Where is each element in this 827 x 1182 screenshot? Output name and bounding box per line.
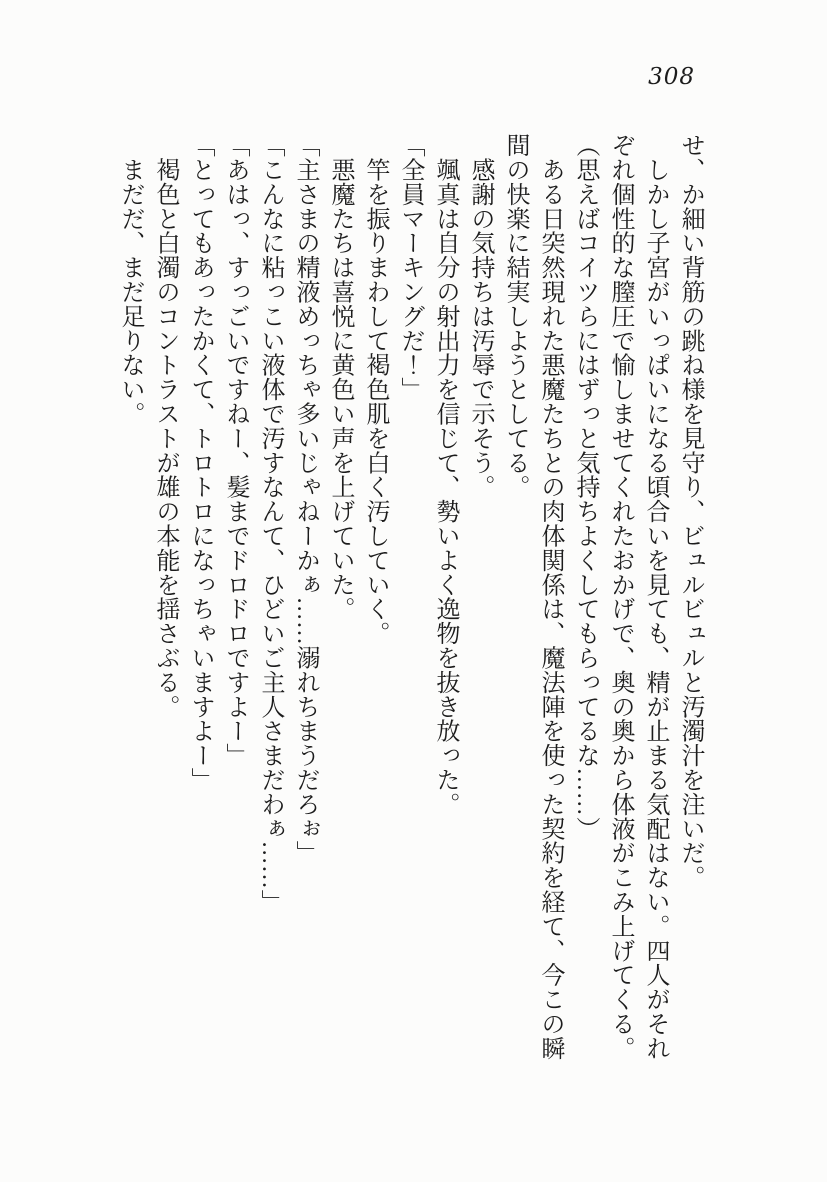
paragraph-2: しかし子宮がいっぱいになる頃合いを見ても、精が止まる気配はない。四人がそれぞれ個性的な膣圧で愉しませてくれたおかげで、奥の奥から体液がこみ上げてくる。: [607, 133, 668, 1061]
paragraph-6: 颯真は自分の射出力を信じて、勢いよく逸物を抜き放った。: [432, 133, 458, 817]
paragraph-3: （思えばコイツらにはずっと気持ちよくしてもらってるな……）: [572, 133, 598, 841]
paragraph-14: 褐色と白濁のコントラストが雄の本能を揺さぶる。: [152, 133, 178, 719]
paragraph-4: ある日突然現れた悪魔たちとの肉体関係は、魔法陣を使った契約を経て、今この瞬間の快楽に結実しようとしてる。: [502, 133, 563, 1061]
paragraph-8: 竿を振りまわして褐色肌を白く汚していく。: [362, 133, 388, 646]
paragraph-15: まだだ、まだ足りない。: [117, 133, 143, 426]
page-number: 308: [648, 64, 695, 90]
paragraph-13: 「とってもあったかくて、トロトロになっちゃいますよー」: [187, 133, 213, 792]
paragraph-11: 「こんなに粘っこい液体で汚すなんて、ひどいご主人さまだわぁ……」: [257, 133, 283, 914]
paragraph-9: 悪魔たちは喜悦に黄色い声を上げていた。: [327, 133, 353, 621]
paragraph-5: 感謝の気持ちは汚辱で示そう。: [467, 133, 493, 499]
paragraph-12: 「あはっ、すっごいですねー、髪までドロドロですよー」: [222, 133, 248, 768]
paragraph-10: 「主さまの精液めっちゃ多いじゃねーかぁ……溺れちまうだろぉ」: [292, 133, 318, 865]
paragraph-7: 「全員マーキングだ！」: [397, 133, 423, 402]
text-body: [112, 133, 707, 1063]
paragraph-1: せ、か細い背筋の跳ね様を見守り、ビュルビュルと汚濁汁を注いだ。: [677, 133, 703, 890]
